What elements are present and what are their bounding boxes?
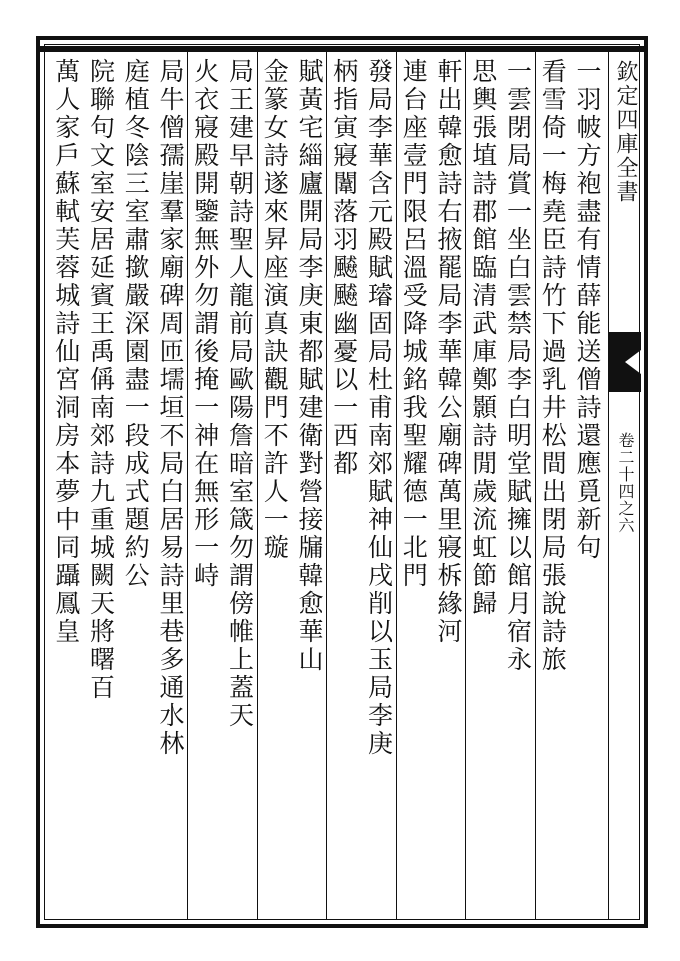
top-rule	[36, 46, 648, 52]
fish-tail-mark-icon	[609, 332, 641, 392]
text-column-4: 思輿張埴詩郡館臨清武庫鄭顥詩閒歲流虹節歸	[468, 58, 498, 618]
text-column-13: 局牛僧孺崖羣家廟碑周匝壖垣不局白居易詩里巷多通水林	[156, 58, 185, 758]
block-spine	[608, 52, 641, 920]
text-column-3: 一雲閉局賞一坐白雲禁局李白明堂賦擁以館月宿永	[503, 58, 533, 674]
text-column-14: 庭植冬陰三室肅撳嚴深園盡一段成式題約公	[121, 58, 151, 590]
text-column-10: 金篆女詩遂來昇座演真訣觀門不許人一璇	[260, 58, 290, 562]
spine-title: 欽定四庫全書	[613, 60, 638, 204]
text-column-1: 一羽帔方袍盡有情薛能送僧詩還應覓新句	[573, 58, 602, 562]
text-column-15: 院聯句文室安居延賓王禹偁南郊詩九重城闕天將曙百	[86, 58, 116, 702]
text-column-2: 看雪倚一梅堯臣詩竹下過乳井松間出閉局張說詩旅	[538, 58, 568, 674]
text-column-12: 火衣寢殿開鑒無外勿謂後掩一神在無形一峙	[190, 58, 220, 590]
text-column-16: 萬人家戶蘇軾芙蓉城詩仙宮洞房本夢中同躡鳳皇	[51, 58, 81, 646]
spine-volume: 卷二十四之六	[616, 432, 635, 534]
text-column-6: 連台座壹門限呂溫受降城銘我聖耀德一北門	[399, 58, 429, 590]
text-column-7: 發局李華含元殿賦璿固局杜甫南郊賦神仙戌削以玉局李庚	[364, 58, 394, 758]
text-column-5: 軒出韓愈詩右掖罷局李華韓公廟碑萬里寢柝緣河	[434, 58, 463, 646]
text-column-8: 柄指寅寢闈落羽飇飇幽憂以一西都	[329, 58, 359, 478]
text-column-9: 賦黃宅緇廬開局李庚東都賦建衛對營接牖韓愈華山	[295, 58, 324, 674]
text-column-11: 局王建早朝詩聖人龍前局歐陽詹暗室箴勿謂傍帷上蓋天	[225, 58, 255, 730]
